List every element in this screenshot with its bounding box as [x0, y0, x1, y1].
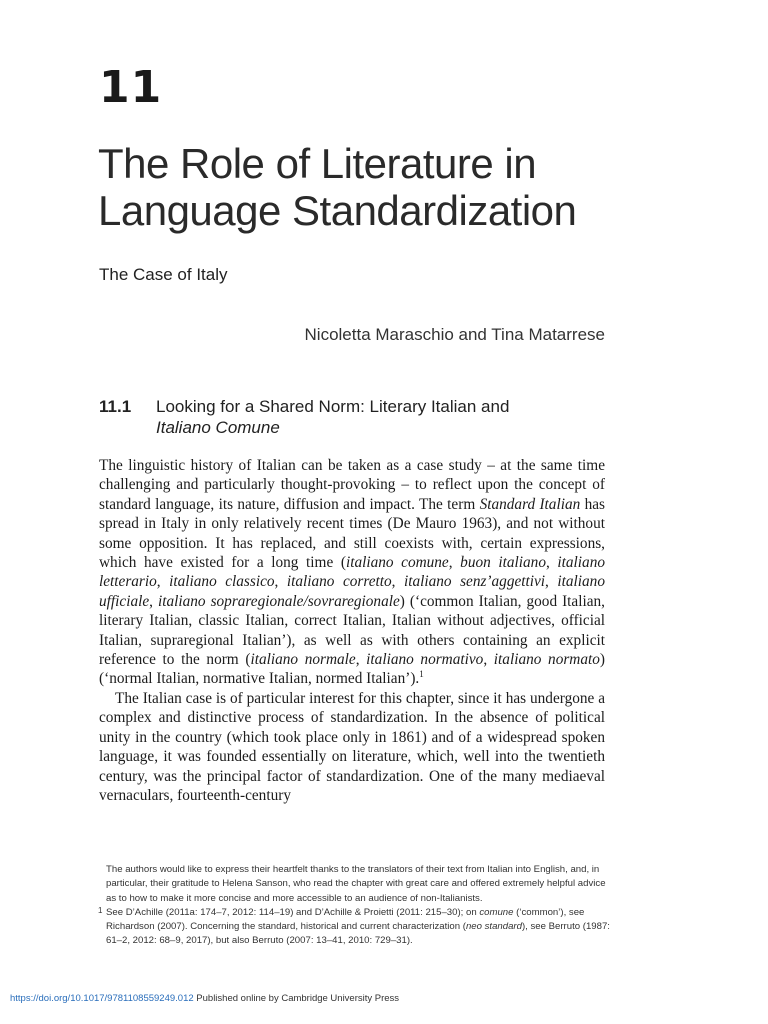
- italic-term: italiano normativo: [366, 651, 484, 669]
- footnote-acknowledgement: The authors would like to express their heartfelt thanks to the translators of their text from Italian into English, and, in particular, their gratitude to Helena Sanson, who read the chapter with great care and offered extremely helpful advice as to how to make it more concise and more accessible to an audience of non-Italianists.: [106, 864, 606, 904]
- italic-term: italiano sopraregionale/sovraregionale: [157, 592, 400, 610]
- body-text: [99, 456, 605, 805]
- text-run: ,: [156, 573, 170, 591]
- footnote-1-text-c: (‘common’), see Richardson (2007). Concerning the standard, historical and current characterization (: [106, 906, 585, 933]
- citation: De Mauro 1963: [392, 515, 493, 533]
- text-run: The linguistic history of Italian can be taken as a case study – at the same time challenging and particularly thought-provoking – to reflect upon the concept of standard language, its nature, diffusion and impact. The term: [99, 457, 605, 513]
- italic-term: italiano comune: [345, 554, 449, 572]
- italic-term: buon italiano: [460, 554, 546, 572]
- footnote-1: [99, 906, 611, 949]
- chapter-title: [98, 140, 698, 234]
- text-run: ,: [483, 651, 494, 669]
- italic-term: italiano normale: [250, 651, 356, 669]
- footnote-1-mark: 1: [98, 905, 103, 915]
- text-run: has spread in Italy in only relatively recent times (: [99, 495, 605, 533]
- chapter-title-line-1: The Role of Literature in: [98, 140, 537, 187]
- body-paragraph-2: The Italian case is of particular interest for this chapter, since it has undergone a complex and distinctive process of standardization. In the absence of political unity in the country (which took place only in 1861) and of a widespread spoken language, it was founded essentially on literature, which, well into the twentieth century, was the principal factor of standardization. One of the many mediaeval vernaculars, fourteenth-century: [99, 689, 605, 804]
- text-run: ), and not without some opposition. It has replaced, and still coexists with, certain expressions, which have existed for a long time (: [99, 515, 605, 572]
- section-title-line-2: Italiano Comune: [156, 418, 280, 437]
- footnote-1-term-neo-standard: neo standard: [465, 921, 522, 933]
- italic-term: italiano ufficiale: [99, 573, 605, 610]
- footnote-1-term-comune: comune: [479, 906, 514, 918]
- text-run: ) (‘normal Italian, normative Italian, normed Italian’).: [99, 651, 605, 688]
- footnote-1-text-e: ), see Berruto (1987: 61–2, 2012: 68–9, 2017), but also Berruto (2007: 13–41, 2010: 729–31).: [106, 921, 610, 947]
- text-run: ,: [274, 573, 287, 591]
- text-run: ,: [355, 651, 367, 669]
- footnotes: [99, 863, 611, 949]
- italic-term: italiano corretto: [286, 573, 392, 591]
- section-number: 11.1: [99, 397, 132, 416]
- italic-term: italiano classico: [169, 573, 275, 591]
- chapter-subtitle: The Case of Italy: [99, 265, 228, 284]
- chapter-authors: Nicoletta Maraschio and Tina Matarrese: [304, 325, 605, 344]
- text-run: ,: [149, 592, 158, 610]
- italic-term: italiano normato: [493, 651, 600, 669]
- published-notice: Published online by Cambridge University Press: [193, 993, 400, 1004]
- section-title-line-1: Looking for a Shared Norm: Literary Italian and: [156, 397, 510, 416]
- italic-term: Standard Italian: [479, 495, 581, 513]
- body-paragraph-1: [99, 456, 605, 689]
- footnote-1-text-a: See D’Achille (2011a: 174–7, 2012: 114–19) and D’Achille & Proietti (2011: 215–30); on: [106, 906, 480, 918]
- footnote-reference: 1: [419, 669, 424, 680]
- doi-link[interactable]: https://doi.org/10.1017/9781108559249.012: [10, 993, 194, 1004]
- italic-term: italiano letterario: [99, 554, 605, 591]
- italic-term: italiano senz’aggettivi: [403, 573, 546, 591]
- chapter-title-line-2: Language Standardization: [98, 187, 577, 234]
- text-run: ,: [391, 573, 404, 591]
- text-run: ) (‘common Italian, good Italian, literary Italian, classic Italian, correct Italian, Italian without adjectives, official Italian, supraregional Italian’), as well as with others containing an explicit reference to the norm (: [99, 592, 605, 669]
- chapter-number: 11: [99, 62, 163, 113]
- text-run: ,: [545, 573, 558, 591]
- section-title: [156, 396, 626, 438]
- text-run: ,: [545, 554, 558, 572]
- text-run: ,: [448, 554, 461, 572]
- doi-footer: [10, 993, 399, 1004]
